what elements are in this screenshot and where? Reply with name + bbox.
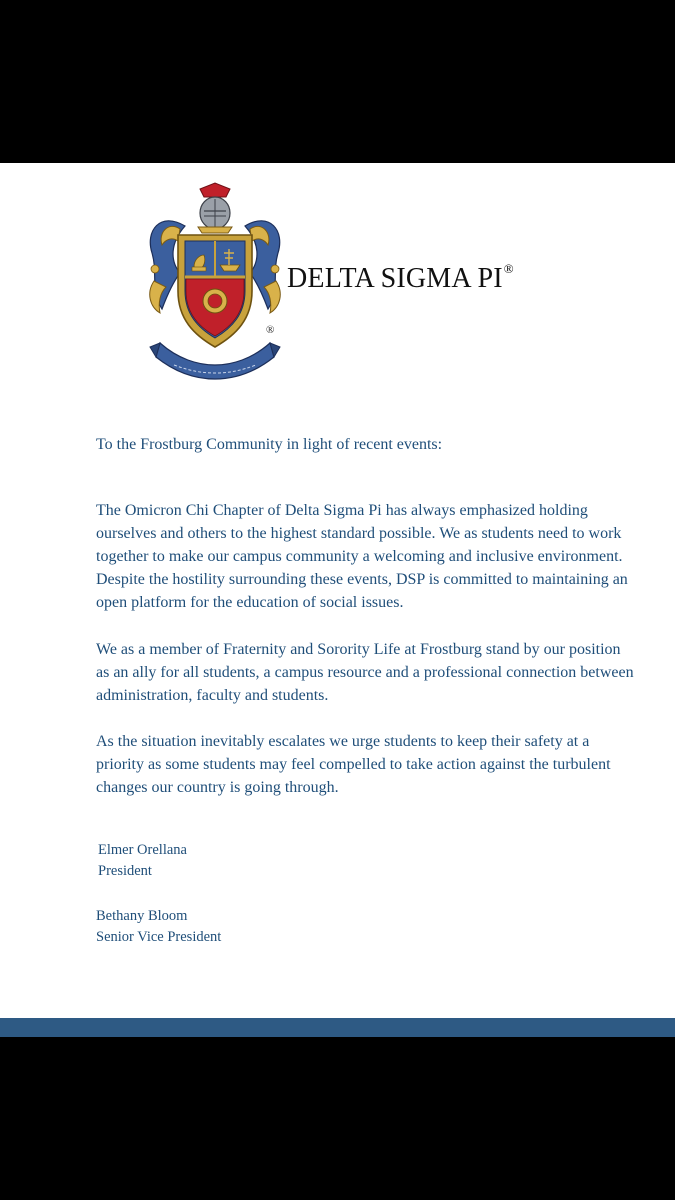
letter-salutation: To the Frostburg Community in light of recent events: bbox=[96, 436, 443, 453]
crest-registered-mark: ® bbox=[266, 324, 275, 336]
letter-paragraph-2: We as a member of Fraternity and Sorority Life at Frostburg stand by our position as an ally for all students, a campus resource and a professional connection between administration, faculty and students. bbox=[96, 641, 634, 704]
signatory-name: Elmer Orellana bbox=[98, 842, 187, 858]
knight-helmet-icon bbox=[198, 183, 232, 233]
signature-block-senior-vp bbox=[96, 906, 221, 948]
organization-name-text: DELTA SIGMA PI bbox=[287, 263, 503, 294]
signatory-title: Senior Vice President bbox=[96, 929, 222, 945]
fraternity-crest-logo bbox=[140, 181, 290, 386]
signatory-name: Bethany Bloom bbox=[96, 908, 188, 924]
signatory-title: President bbox=[98, 863, 152, 879]
letter-paragraph-1: The Omicron Chi Chapter of Delta Sigma Pi has always emphasized holding ourselves and others to the highest standard possible. We as students need to work together to make our campus community a welcoming and inclusive environment. Despite the hostility surrounding these events, DSP is committed to maintaining an open platform for the education of social issues. bbox=[96, 502, 628, 611]
footer-color-bar bbox=[0, 1018, 675, 1037]
motto-banner bbox=[150, 343, 280, 379]
letter-page bbox=[0, 163, 675, 1018]
organization-name bbox=[287, 260, 514, 295]
crest-shield bbox=[178, 235, 252, 347]
letter-paragraph-3: As the situation inevitably escalates we urge students to keep their safety at a priority as some students may feel compelled to take action against the turbulent changes our country is going through. bbox=[96, 733, 611, 796]
signature-block-president bbox=[98, 840, 187, 882]
registered-mark: ® bbox=[503, 260, 514, 276]
